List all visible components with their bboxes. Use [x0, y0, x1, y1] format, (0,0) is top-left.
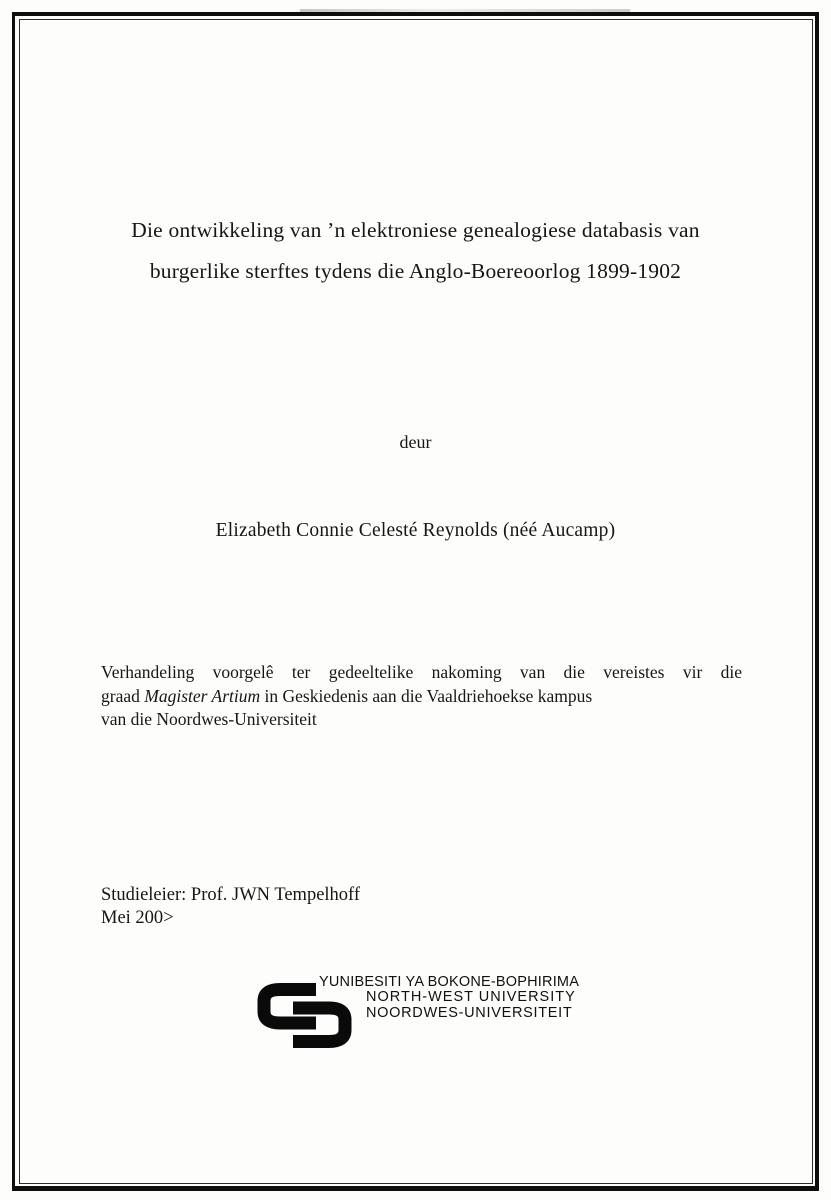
scan-artifact-smudge — [300, 9, 630, 12]
logo-text-setswana: YUNIBESITI YA BOKONE-BOPHIRIMA — [319, 974, 580, 990]
distorted-digit-seven: > — [163, 907, 174, 929]
author-name: Elizabeth Connie Celesté Reynolds (néé Aucamp) — [215, 520, 616, 541]
submission-line1: Verhandeling voorgelê ter gedeeltelike nakoming van die vereistes vir die — [101, 662, 742, 682]
thesis-title-line1: Die ontwikkeling van ’n elektroniese genealogiese databasis van — [131, 218, 700, 242]
byline-label: deur — [399, 432, 432, 452]
credits-block — [101, 884, 360, 930]
submission-line2-suffix: in Geskiedenis aan die Vaaldriehoekse kampus — [260, 685, 593, 706]
submission-line2 — [101, 685, 742, 709]
submission-statement — [101, 661, 742, 732]
date-prefix: Mei 200 — [101, 908, 164, 928]
submission-line2-prefix: graad — [101, 685, 145, 706]
degree-name: Magister Artium — [144, 685, 261, 706]
logo-text-afrikaans: NOORDWES-UNIVERSITEIT — [366, 1004, 573, 1021]
thesis-title — [0, 210, 831, 292]
nwu-logo-mark-icon — [257, 982, 352, 1049]
supervisor-line: Studieleier: Prof. JWN Tempelhoff — [101, 885, 361, 905]
submission-line3: van die Noordwes-Universiteit — [101, 709, 317, 729]
date-line — [101, 907, 360, 930]
logo-text-english: NORTH-WEST UNIVERSITY — [366, 989, 576, 1005]
thesis-title-line2: burgerlike sterftes tydens die Anglo-Boereoorlog 1899-1902 — [149, 259, 682, 283]
